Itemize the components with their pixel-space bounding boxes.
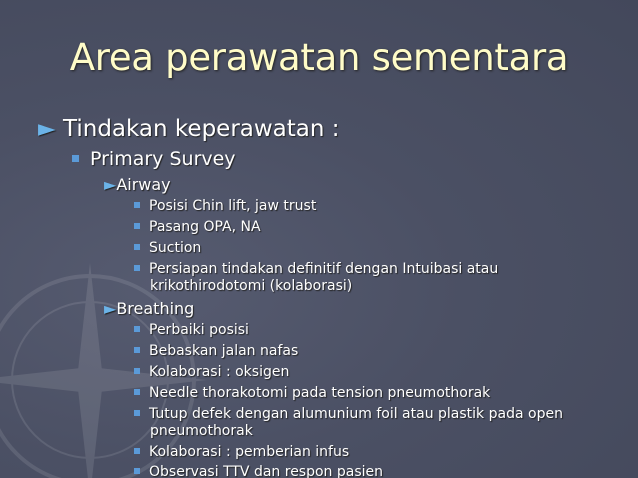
bullet-tindakan <box>38 116 340 142</box>
list-item <box>134 261 498 277</box>
list-item <box>134 343 298 359</box>
list-item-text: Persiapan tindakan definitif dengan Intuibasi atau <box>149 261 499 277</box>
list-item-text: Kolaborasi : pemberian infus <box>149 444 350 460</box>
primary-survey-text: Primary Survey <box>90 148 236 170</box>
bullet-primary-survey <box>72 148 236 170</box>
square-bullet-icon <box>134 223 140 229</box>
list-item-text: Perbaiki posisi <box>149 322 249 338</box>
breathing-heading: Breathing <box>116 299 195 318</box>
airway-heading: Airway <box>116 175 171 194</box>
list-item-text: Pasang OPA, NA <box>149 219 261 235</box>
square-bullet-icon <box>134 410 140 416</box>
list-item-text: Needle thorakotomi pada tension pneumothorak <box>149 385 491 401</box>
square-bullet-icon <box>134 448 140 454</box>
square-bullet-icon <box>134 202 140 208</box>
triangle-bullet-icon: ► <box>104 175 117 194</box>
square-bullet-icon <box>134 347 140 353</box>
tindakan-text: Tindakan keperawatan : <box>63 116 340 142</box>
list-item <box>134 219 261 235</box>
square-bullet-icon <box>134 326 140 332</box>
list-item-text: Posisi Chin lift, jaw trust <box>149 198 317 214</box>
list-item-text: Suction <box>149 240 202 256</box>
list-item-text: Observasi TTV dan respon pasien <box>149 464 384 478</box>
triangle-bullet-icon: ► <box>38 116 56 142</box>
bullet-airway <box>104 175 171 194</box>
bullet-breathing <box>104 299 194 318</box>
list-item <box>134 406 563 422</box>
list-item-text: Kolaborasi : oksigen <box>149 364 290 380</box>
square-bullet-icon <box>72 155 79 162</box>
square-bullet-icon <box>134 265 140 271</box>
list-item-text: Tutup defek dengan alumunium foil atau plastik pada open <box>149 406 563 422</box>
list-item-text: Bebaskan jalan nafas <box>149 343 299 359</box>
square-bullet-icon <box>134 389 140 395</box>
list-item-continuation: pneumothorak <box>150 423 253 439</box>
slide-title: Area perawatan sementara <box>69 36 569 79</box>
list-item <box>134 322 249 338</box>
list-item <box>134 240 201 256</box>
square-bullet-icon <box>134 244 140 250</box>
list-item <box>134 464 383 478</box>
list-item <box>134 385 490 401</box>
triangle-bullet-icon: ► <box>104 299 117 318</box>
square-bullet-icon <box>134 468 140 474</box>
list-item <box>134 444 349 460</box>
square-bullet-icon <box>134 368 140 374</box>
list-item <box>134 198 316 214</box>
list-item <box>134 364 289 380</box>
list-item-continuation: krikothirodotomi (kolaborasi) <box>150 278 353 294</box>
